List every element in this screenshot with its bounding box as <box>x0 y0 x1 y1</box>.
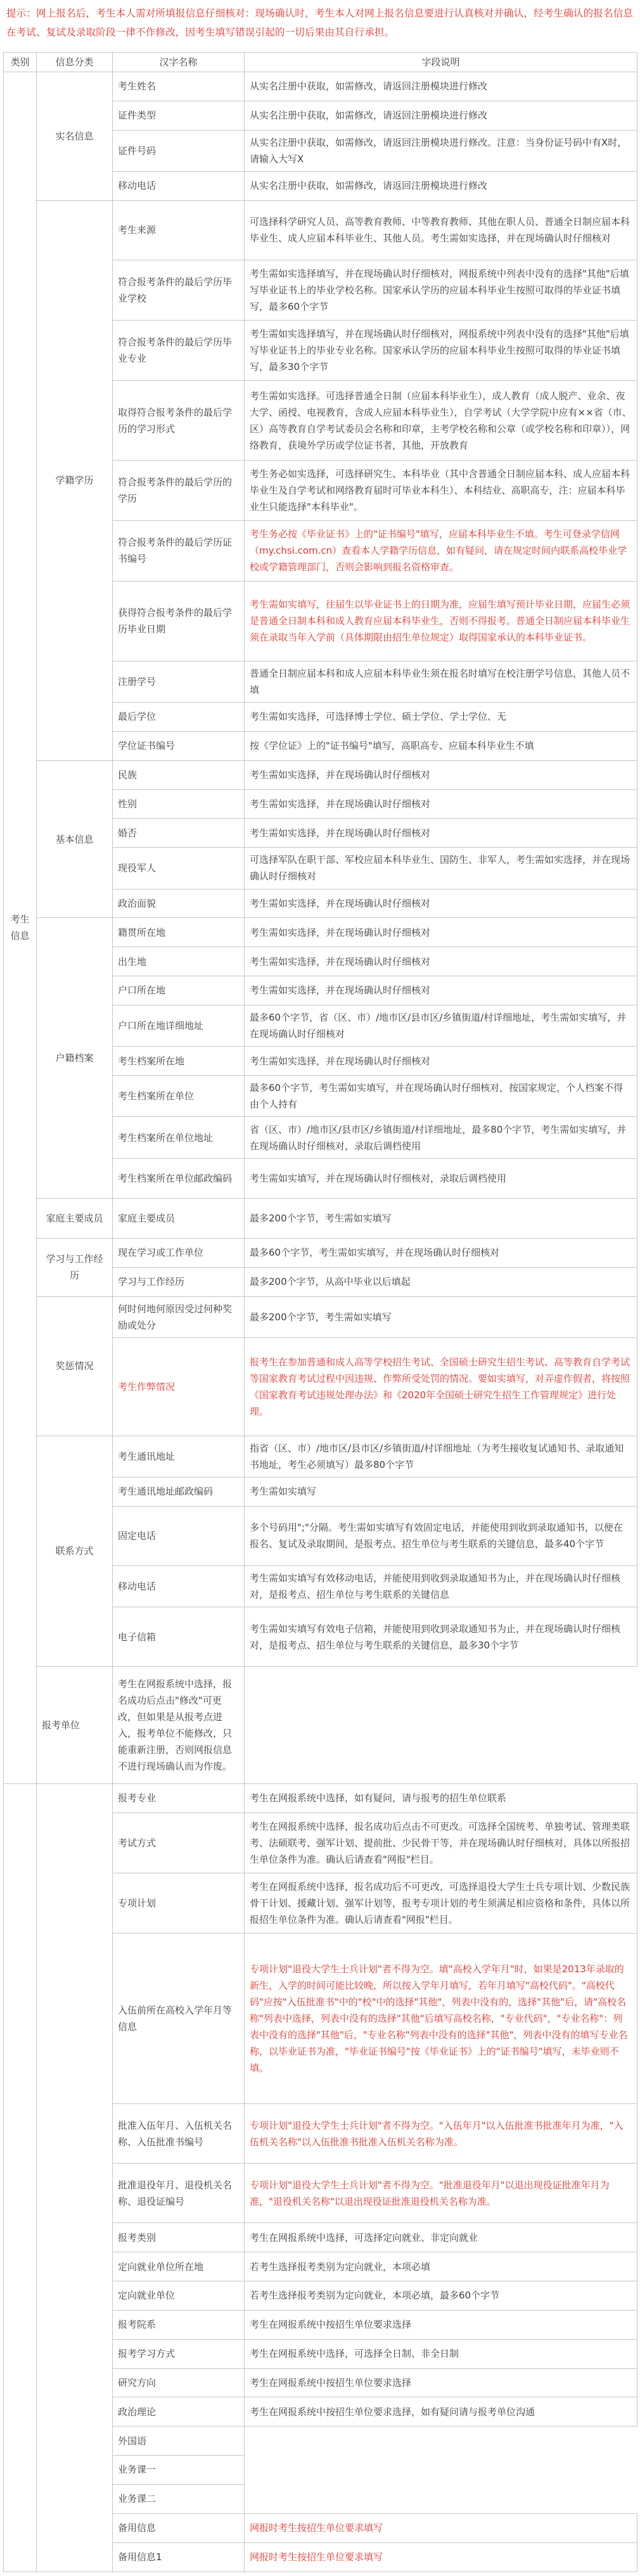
field-desc-cell: 考生在网报系统中选择，报名成功后点击"修改"可更改，但如果是从报考点进入，报考单位不能修改，只能重新注册，否则网报信息不进行现场确认而为作废。 <box>113 1667 245 1784</box>
field-name-cell: 业务课二 <box>113 2484 245 2513</box>
field-desc-cell: 考生需如实选择。可选择普通全日制（应届本科毕业生），成人教育（成人脱产、业余、夜大学、函授、电视教育，含成人应届本科毕业生），自学考试（大学学院中应有××省（市、区）高等教育自学考试委员会名称和印章，主考学校名称和公章（或学校名称和印章）），网络教育，获境外学历或学位证书者，其他，开放教育 <box>245 381 637 461</box>
field-name-cell: 报考类别 <box>113 2223 245 2252</box>
table-row <box>4 918 637 947</box>
field-desc-cell: 考生需如实填写，往届生以毕业证书上的日期为准，应届生填写预计毕业日期，应届生必须是普通全日制本科和成人教育应届本科毕业生，否则不得报考。普通全日制应届本科毕业生须在录取当年入学前（具体期限由招生单位规定）取得国家承认的本科毕业证书。 <box>245 581 637 661</box>
field-desc-cell: 最多200个字节，从高中毕业以后填起 <box>245 1267 637 1296</box>
table-row <box>4 72 637 101</box>
field-name-cell: 符合报考条件的最后学历毕业专业 <box>113 321 245 381</box>
field-desc-cell: 考生需如实选择，并在现场确认时仔细核对 <box>245 760 637 789</box>
field-desc-cell: 省（区、市）/地市区/县市区/乡镇街道/村详细地址，最多80个字节，考生需如实填写，并在现场确认时仔细核对，录取后调档使用 <box>245 1117 637 1158</box>
field-name-cell: 研究方向 <box>113 2368 245 2397</box>
field-name-cell: 电子信箱 <box>113 1607 245 1667</box>
field-name-cell: 考生档案所在单位地址 <box>113 1117 245 1158</box>
header-field-desc: 字段说明 <box>245 53 637 72</box>
category-cell: 考生信息 <box>4 72 37 1784</box>
field-desc-cell: 从实名注册中获取，如需修改，请返回注册模块进行修改。注意：当身份证号码中有X时，请输入大写X <box>245 130 637 171</box>
table-header-row <box>4 53 637 72</box>
field-name-cell: 考试方式 <box>113 1813 245 1873</box>
field-name-cell: 性别 <box>113 789 245 819</box>
field-desc-cell: 若考生选择报考类别为定向就业，本项必填，最多60个字节 <box>245 2281 637 2310</box>
field-name-cell: 证件类型 <box>113 101 245 130</box>
category-cell <box>4 1783 37 2572</box>
field-name-cell: 符合报考条件的最后学历证书编号 <box>113 521 245 581</box>
field-desc-cell: 专项计划"退役大学生士兵计划"者不得为空。"批准退役年月"以退出现役证批准年月为准，"退役机关名称"以退出现役证批准退役机关名称为准。 <box>245 2164 637 2223</box>
field-desc-cell: 若考生选择报考类别为定向就业，本项必填 <box>245 2252 637 2281</box>
field-name-cell: 批准退役年月、退役机关名称、退役证编号 <box>113 2164 245 2223</box>
field-desc-cell: 考生需如实填写有效移动电话，并能使用到收到录取通知书为止，并在现场确认时仔细核对，是报考点、招生单位与考生联系的关键信息 <box>245 1565 637 1607</box>
field-desc-cell: 可选择军队在职干部、军校应届本科毕业生、国防生、非军人，考生需如实选择，并在现场确认时仔细核对 <box>245 848 637 889</box>
field-name-cell: 现在学习或工作单位 <box>113 1238 245 1267</box>
field-desc-cell: 最多200个字节，考生需如实填写 <box>245 1296 637 1337</box>
field-name-cell: 注册学号 <box>113 661 245 702</box>
field-desc-cell: 考生需如实选择填写，并在现场确认时仔细核对，网报系统中列表中没有的选择"其他"后填写毕业证书上的毕业专业名称。国家承认学历的应届本科毕业生按照可取得的毕业证书填写，最多30个字节 <box>245 321 637 381</box>
table-row <box>4 200 637 260</box>
info-class-cell: 家庭主要成员 <box>37 1198 113 1238</box>
field-name-cell: 考生姓名 <box>113 72 245 101</box>
info-class-cell: 实名信息 <box>37 72 113 201</box>
field-name-cell: 家庭主要成员 <box>113 1198 245 1238</box>
field-desc-cell: 考生务必按《毕业证书》上的"证书编号"填写，应届本科毕业生不填。考生可登录学信网（my.chsi.com.cn）查看本人学籍学历信息，如有疑问，请在规定时间内联系高校毕业学校或学籍管理部门，否则会影响到报名资格审查。 <box>245 521 637 581</box>
field-name-cell: 户口所在地详细地址 <box>113 1005 245 1046</box>
field-name-cell: 固定电话 <box>113 1506 245 1565</box>
field-desc-cell: 考生需如实选择，可选择博士学位、硕士学位、学士学位、无 <box>245 702 637 731</box>
field-desc-cell: 考生务必如实选择，可选择研究生、本科毕业（其中含普通全日制应届本科、成人应届本科毕业生及自学考试和网络教育届时可毕业本科生）、本科结业、高职高专，注：应届本科毕业生只能选择"本科毕业"。 <box>245 461 637 521</box>
field-desc-cell: 专项计划"退役大学生士兵计划"者不得为空。填"高校入学年月"时，如果是2013年录取的新生，入学的时间可能比较晚，所以按入学年月填写，若年月填写"高校代码"。"高校代码"应按"入伍批准书"中的"校"中的选择"其他"，列表中没有的，选择"其他"后，请"高校名称"列表中选择，列表中没有的选择"其他"后填写高校名称，"专业代码"，"专业名称"：列表中没有的选择"其他"后，"专业名称"列表中没有的选择"其他"，列表中没有的填写专业名称，以毕业证书为准，"毕业证书编号"按《毕业证书》上的"证书编号"填写，未毕业则不填。 <box>245 1933 637 2103</box>
field-name-cell: 学习与工作经历 <box>113 1267 245 1296</box>
table-row <box>4 1296 637 1337</box>
field-name-cell: 现役军人 <box>113 848 245 889</box>
field-name-cell: 何时何地何原因受过何种奖励或处分 <box>113 1296 245 1337</box>
field-name-cell: 符合报考条件的最后学历毕业学校 <box>113 260 245 320</box>
field-name-cell: 移动电话 <box>113 172 245 201</box>
field-desc-cell: 普通全日制应届本科和成人应届本科毕业生须在报名时填写在校注册学号信息，其他人员不填 <box>245 661 637 702</box>
field-desc-cell: 考生在网报系统中选择，可选择定向就业、非定向就业 <box>245 2223 637 2252</box>
field-desc-cell: 考生在网报系统中按招生单位要求选择 <box>245 2310 637 2339</box>
field-name-cell: 政治面貌 <box>113 889 245 918</box>
field-name-cell: 批准入伍年月、入伍机关名称、入伍批准书编号 <box>113 2104 245 2164</box>
field-desc-cell: 考生在网报系统中按招生单位要求选择，如有疑问请与报考单位沟通 <box>245 2397 637 2426</box>
field-desc-cell: 考生需如实选择，并在现场确认时仔细核对 <box>245 976 637 1005</box>
info-class-cell <box>37 1783 113 2572</box>
field-name-cell: 籍贯所在地 <box>113 918 245 947</box>
field-name-cell: 专项计划 <box>113 1873 245 1933</box>
field-desc-cell: 考生需如实填写，并在现场确认时仔细核对，录取后调档使用 <box>245 1158 637 1198</box>
field-name-cell: 备用信息 <box>113 2513 245 2542</box>
info-class-cell: 联系方式 <box>37 1436 113 1667</box>
table-row <box>4 760 637 789</box>
field-desc-cell: 考生需如实选择，并在现场确认时仔细核对 <box>245 889 637 918</box>
registration-field-table <box>3 52 637 2572</box>
info-class-cell: 奖惩情况 <box>37 1296 113 1436</box>
field-desc-cell: 考生需如实选择填写，并在现场确认时仔细核对，网报系统中列表中没有的选择"其他"后填写毕业证书上的毕业学校名称。国家承认学历的应届本科毕业生按照可取得的毕业证书填写，最多60个字节 <box>245 260 637 320</box>
field-name-cell: 政治理论 <box>113 2397 245 2426</box>
header-field-name: 汉字名称 <box>113 53 245 72</box>
field-name-cell: 业务课一 <box>113 2456 245 2485</box>
field-desc-cell: 指省（区、市）/地市区/县市区/乡镇街道/村详细地址（为考生接收复试通知书、录取通知书地址，考生必须填写）最多80个字节 <box>245 1436 637 1477</box>
field-desc-cell: 考生在网报系统中按招生单位要求选择 <box>245 2368 637 2397</box>
field-name-cell: 报考单位 <box>37 1667 113 1784</box>
field-name-cell: 最后学位 <box>113 702 245 731</box>
field-desc-cell: 考生需如实选择，并在现场确认时仔细核对 <box>245 1047 637 1076</box>
table-row <box>4 1783 637 1813</box>
field-desc-cell: 专项计划"退役大学生士兵计划"者不得为空。"入伍年月"以入伍批准书批准年月为准，"入伍机关名称"以入伍批准书批准入伍机关名称为准。 <box>245 2104 637 2164</box>
field-name-cell: 定向就业单位 <box>113 2281 245 2310</box>
field-name-cell: 符合报考条件的最后学历的学历 <box>113 461 245 521</box>
field-desc-cell: 网报时考生按招生单位要求填写 <box>245 2513 637 2542</box>
field-desc-cell: 多个号码用";"分隔。考生需如实填写有效固定电话，并能使用到收到录取通知书，以便在报名、复试及录取期间，是报考点、招生单位与考生联系的关键信息，最多40个字节 <box>245 1506 637 1565</box>
field-name-cell: 取得符合报考条件的最后学历的学习形式 <box>113 381 245 461</box>
info-class-cell: 基本信息 <box>37 760 113 918</box>
header-category: 类别 <box>4 53 37 72</box>
field-name-cell: 户口所在地 <box>113 976 245 1005</box>
field-name-cell: 报考院系 <box>113 2310 245 2339</box>
table-row <box>4 1238 637 1267</box>
field-desc-cell: 考生需如实选择，并在现场确认时仔细核对 <box>245 947 637 976</box>
field-desc-cell: 按《学位证》上的"证书编号"填写，高职高专、应届本科毕业生不填 <box>245 731 637 760</box>
field-name-cell: 民族 <box>113 760 245 789</box>
field-desc-cell: 最多60个字节，考生需如实填写，并在现场确认时仔细核对 <box>245 1238 637 1267</box>
field-desc-cell: 最多200个字节，考生需如实填写 <box>245 1198 637 1238</box>
field-name-cell: 获得符合报考条件的最后学历毕业日期 <box>113 581 245 661</box>
table-row <box>4 1436 637 1477</box>
field-desc-cell: 最多60个字节，省（区、市）/地市区/县市区/乡镇街道/村详细地址，考生需如实填写，并在现场确认时仔细核对 <box>245 1005 637 1046</box>
field-name-cell: 出生地 <box>113 947 245 976</box>
info-class-cell: 学籍学历 <box>37 200 113 760</box>
field-name-cell: 外国语 <box>113 2426 245 2456</box>
field-desc-cell: 考生在网报系统中选择，如有疑问，请与报考的招生单位联系 <box>245 1783 637 1813</box>
field-name-cell: 备用信息1 <box>113 2542 245 2572</box>
field-desc-cell: 考生在网报系统中选择，报名成功后点击不可更改。可选择全国统考、单独考试、管理类联考、法硕联考、强军计划、提前批、少民骨干等，并在现场确认时仔细核对，具体以所报招生单位条件为准。确认后请查看"网报"栏目。 <box>245 1813 637 1873</box>
header-info-class: 信息分类 <box>37 53 113 72</box>
info-class-cell: 学习与工作经历 <box>37 1238 113 1296</box>
field-name-cell: 报考专业 <box>113 1783 245 1813</box>
field-name-cell: 移动电话 <box>113 1565 245 1607</box>
field-desc-cell: 考生在网报系统中选择，报名成功后不可更改，可选择退役大学生士兵专项计划、少数民族骨干计划、援藏计划、强军计划等，报考专项计划的考生须满足相应资格和条件，具体以所报招生单位条件为准。确认后请查看"网报"栏目。 <box>245 1873 637 1933</box>
field-name-cell: 考生档案所在地 <box>113 1047 245 1076</box>
field-name-cell: 学位证书编号 <box>113 731 245 760</box>
field-name-cell: 考生通讯地址 <box>113 1436 245 1477</box>
field-name-cell: 入伍前所在高校入学年月等信息 <box>113 1933 245 2103</box>
field-desc-cell: 考生需如实选择，并在现场确认时仔细核对 <box>245 789 637 819</box>
table-row <box>4 1667 637 1784</box>
field-name-cell: 考生来源 <box>113 200 245 260</box>
field-desc-cell: 从实名注册中获取，如需修改，请返回注册模块进行修改 <box>245 101 637 130</box>
info-class-cell: 户籍档案 <box>37 918 113 1198</box>
field-name-cell: 报考学习方式 <box>113 2339 245 2368</box>
field-desc-cell: 从实名注册中获取，如需修改，请返回注册模块进行修改 <box>245 172 637 201</box>
field-name-cell: 考生档案所在单位 <box>113 1076 245 1117</box>
field-desc-cell: 报考生在参加普通和成人高等学校招生考试、全国硕士研究生招生考试、高等教育自学考试等国家教育考试过程中因违规、作弊所受处罚的情况。要如实填写，对弄虚作假者，将按照《国家教育考试违规处理办法》和《2020年全国硕士研究生招生工作管理规定》进行处理。 <box>245 1337 637 1436</box>
field-desc-cell: 最多60个字节，考生需如实填写，并在现场确认时仔细核对，按国家规定，个人档案不得由个人持有 <box>245 1076 637 1117</box>
field-desc-cell: 考生需如实填写 <box>245 1477 637 1507</box>
field-name-cell: 定向就业单位所在地 <box>113 2252 245 2281</box>
field-desc-cell: 考生需如实选择，并在现场确认时仔细核对 <box>245 819 637 848</box>
field-name-cell: 考生通讯地址邮政编码 <box>113 1477 245 1507</box>
field-name-cell: 考生作弊情况 <box>113 1337 245 1436</box>
notice-text: 提示：网上报名后，考生本人需对所填报信息仔细核对：现场确认时，考生本人对网上报名信息要进行认真核对并确认，经考生确认的报名信息在考试、复试及录取阶段一律不作修改，因考生填写错误引起的一切后果由其自行承担。 <box>6 8 634 38</box>
field-desc-cell: 可选择科学研究人员、高等教育教师、中等教育教师、其他在职人员、普通全日制应届本科毕业生、成人应届本科毕业生、其他人员。考生需如实选择，并在现场确认时仔细核对 <box>245 200 637 260</box>
field-desc-cell: 从实名注册中获取，如需修改，请返回注册模块进行修改 <box>245 72 637 101</box>
table-row <box>4 1198 637 1238</box>
field-name-cell: 证件号码 <box>113 130 245 171</box>
field-desc-cell: 考生需如实选择，并在现场确认时仔细核对 <box>245 918 637 947</box>
field-desc-cell: 网报时考生按招生单位要求填写 <box>245 2542 637 2572</box>
field-name-cell: 婚否 <box>113 819 245 848</box>
field-name-cell: 考生档案所在单位邮政编码 <box>113 1158 245 1198</box>
field-desc-cell: 考生需如实填写有效电子信箱，并能使用到收到录取通知书为止，并在现场确认时仔细核对，是报考点、招生单位与考生联系的关键信息，最多30个字节 <box>245 1607 637 1667</box>
field-desc-cell: 考生在网报系统中选择，可选择全日制、非全日制 <box>245 2339 637 2368</box>
